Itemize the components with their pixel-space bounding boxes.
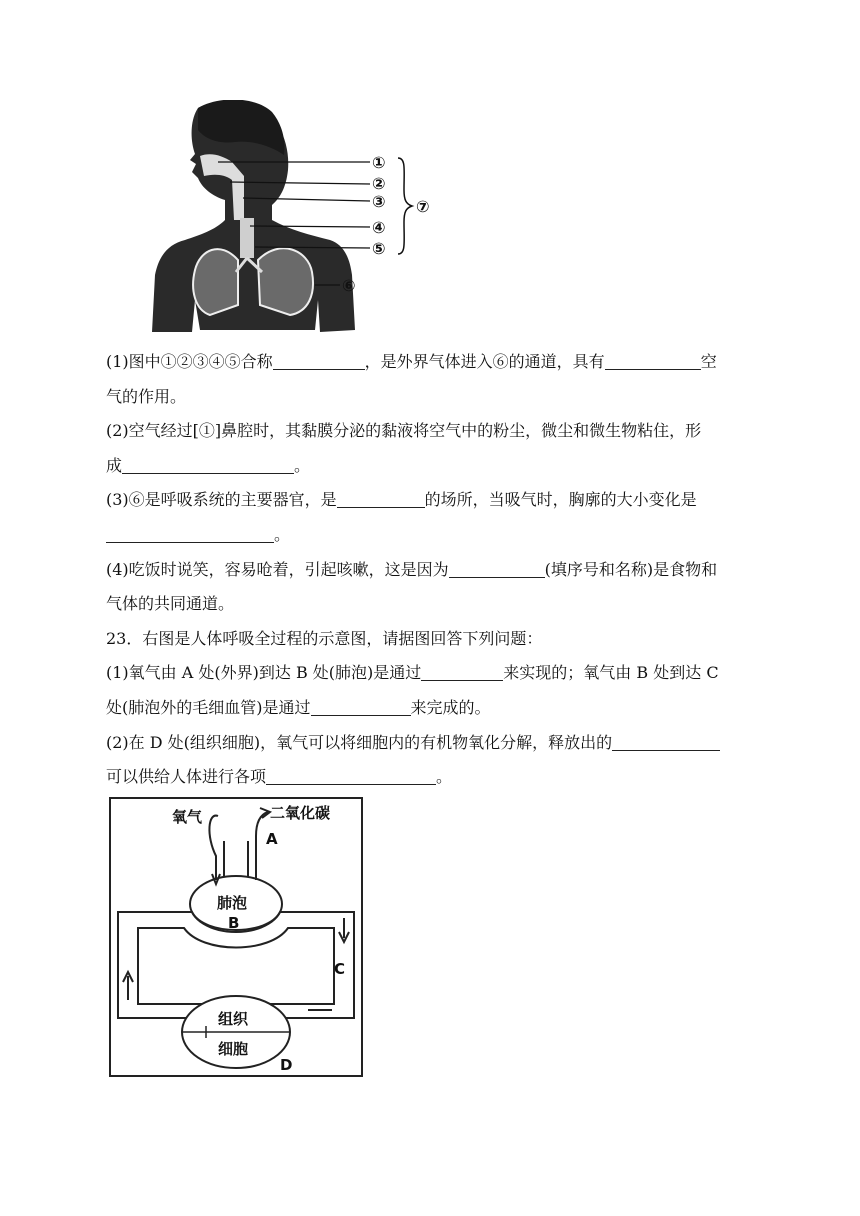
answer-blank [266, 766, 436, 785]
q23-p1-text-d: 来完成的。 [410, 697, 491, 717]
capillary-loop-inner [138, 928, 334, 1004]
cell-label: 细胞 [218, 1040, 249, 1058]
q22-p4-text-c: 气体的共同通道。 [106, 594, 235, 614]
q22-part4 [106, 553, 758, 622]
q22-p2-text-a: (2)空气经过[①]鼻腔时，其黏膜分泌的黏液将空气中的粉尘，微尘和微生物粘住，形 [106, 421, 702, 441]
q23-part1 [106, 656, 758, 725]
answer-blank [106, 524, 274, 543]
answer-blank [605, 351, 701, 370]
tissue-label: 组织 [218, 1010, 249, 1028]
q23-part2 [106, 726, 758, 795]
q23-p1-text-c: 处(肺泡外的毛细血管)是通过 [106, 697, 311, 717]
label-c: C [334, 960, 346, 978]
answer-blank [337, 489, 425, 508]
label-6: ⑥ [342, 276, 356, 295]
q23-title: 23．右图是人体呼吸全过程的示意图，请据图回答下列问题： [106, 628, 543, 648]
answer-blank [612, 732, 720, 751]
q23-p1-text-b: 来实现的；氧气由 B 处到达 C [503, 663, 719, 683]
q22-p1-text-c: 空 [700, 352, 717, 371]
q22-p3-text-c: 。 [274, 524, 291, 544]
label-5: ⑤ [372, 239, 386, 258]
brace-bracket [398, 158, 412, 254]
label-3: ③ [372, 192, 386, 211]
respiratory-system-figure [140, 100, 460, 335]
oxygen-in-arrow [209, 816, 218, 880]
q23-p2-text-b: 可以供给人体进行各项 [106, 767, 267, 787]
oxygen-label: 氧气 [172, 808, 203, 826]
label-b: B [228, 914, 240, 932]
answer-blank [311, 697, 411, 716]
q22-part3 [106, 483, 758, 552]
q22-p1-text-d: 气的作用。 [106, 386, 187, 406]
q22-p2-text-b: 成 [106, 455, 123, 475]
q22-p1-text-a: (1)图中①②③④⑤合称 [106, 352, 273, 371]
answer-blank [421, 662, 503, 681]
question-text-block [106, 345, 758, 795]
q22-part2 [106, 414, 758, 483]
alveolus-label: 肺泡 [217, 894, 248, 912]
q23-p2-text-a: (2)在 D 处(组织细胞)，氧气可以将细胞内的有机物氧化分解，释放出的 [106, 732, 613, 752]
q23-p2-text-c: 。 [436, 767, 453, 787]
q22-p2-text-c: 。 [294, 455, 311, 475]
q22-p4-text-a: (4)吃饭时说笑，容易呛着，引起咳嗽，这是因为 [106, 559, 449, 579]
label-a: A [266, 830, 278, 848]
co2-label: 二氧化碳 [270, 804, 331, 822]
trachea-shape [240, 218, 254, 258]
q22-part1 [106, 345, 758, 414]
q22-p1-text-b: ，是外界气体进入⑥的通道，具有 [364, 352, 605, 371]
q22-p3-text-a: (3)⑥是呼吸系统的主要器官，是 [106, 490, 337, 510]
answer-blank [273, 351, 365, 370]
label-1: ① [372, 153, 386, 172]
label-7: ⑦ [416, 197, 430, 216]
answer-blank [122, 455, 294, 474]
q23-p1-text-a: (1)氧气由 A 处(外界)到达 B 处(肺泡)是通过 [106, 663, 422, 683]
label-d: D [280, 1056, 293, 1074]
respiration-process-figure [108, 796, 364, 1078]
q22-p4-text-b: (填序号和名称)是食物和 [544, 559, 718, 579]
label-4: ④ [372, 218, 386, 237]
label-2: ② [372, 174, 386, 193]
right-lung [258, 248, 313, 315]
answer-blank [449, 559, 545, 578]
q22-p3-text-b: 的场所，当吸气时，胸廓的大小变化是 [424, 490, 697, 510]
left-lung [193, 249, 238, 315]
